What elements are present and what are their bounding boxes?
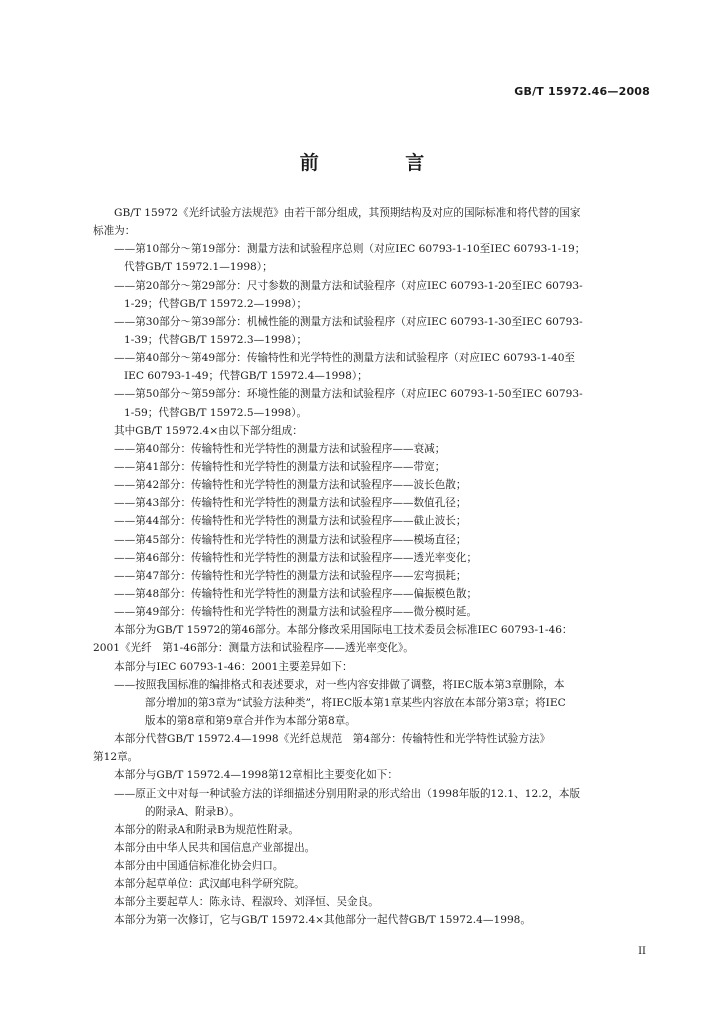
text-line: ——第40部分～第49部分：传输特性和光学特性的测量方法和试验程序（对应IEC 60793-1-40至: [114, 352, 576, 365]
text-line: 本部分代替GB/T 15972.4—1998《光纤总规范 第4部分：传输特性和光学特性试验方法》: [114, 733, 551, 746]
text-line: 本部分由中国通信标准化协会归口。: [114, 860, 284, 873]
text-line: 第12章。: [93, 751, 139, 764]
text-line: ——第42部分：传输特性和光学特性的测量方法和试验程序——波长色散；: [114, 479, 467, 492]
text-line: 的附录A、附录B）。: [145, 805, 240, 818]
text-line: 1-39；代替GB/T 15972.3—1998）；: [124, 333, 308, 346]
text-line: GB/T 15972《光纤试验方法规范》由若干部分组成，其预期结构及对应的国际标准和将代替的国家: [114, 207, 581, 219]
text-line: 代替GB/T 15972.1—1998）；: [124, 261, 273, 274]
text-line: ——按照我国标准的编排格式和表述要求，对一些内容安排做了调整，将IEC版本第3章删除，本: [114, 678, 565, 691]
text-line: 本部分为GB/T 15972的第46部分。本部分修改采用国际电工技术委员会标准IEC 60793-1-46：: [114, 624, 573, 637]
text-line: 本部分与IEC 60793-1-46：2001主要差异如下：: [114, 660, 353, 673]
page-number: II: [638, 946, 646, 957]
text-line: 本部分与GB/T 15972.4—1998第12章相比主要变化如下：: [114, 769, 398, 782]
text-line: 2001《光纤 第1-46部分：测量方法和试验程序——透光率变化》。: [93, 642, 414, 655]
text-line: 其中GB/T 15972.4×由以下部分组成：: [114, 424, 303, 437]
text-line: ——第30部分～第39部分：机械性能的测量方法和试验程序（对应IEC 60793-1-30至IEC 60793-: [114, 315, 583, 328]
text-line: 本部分由中华人民共和国信息产业部提出。: [114, 841, 316, 854]
text-line: ——第41部分：传输特性和光学特性的测量方法和试验程序——带宽；: [114, 460, 446, 473]
text-line: ——第45部分：传输特性和光学特性的测量方法和试验程序——模场直径；: [114, 533, 467, 546]
text-line: ——第43部分：传输特性和光学特性的测量方法和试验程序——数值孔径；: [114, 497, 467, 510]
text-line: ——第49部分：传输特性和光学特性的测量方法和试验程序——微分模时延。: [114, 606, 478, 619]
text-line: ——原正文中对每一种试验方法的详细描述分别用附录的形式给出（1998年版的12.1、12.2，本版: [114, 787, 581, 800]
text-line: 1-29；代替GB/T 15972.2—1998）；: [124, 297, 308, 310]
text-line: 标准为：: [93, 225, 136, 238]
text-line: ——第48部分：传输特性和光学特性的测量方法和试验程序——偏振模色散；: [114, 587, 478, 600]
text-line: 本部分主要起草人：陈永诗、程淑玲、刘泽恒、吴金良。: [114, 896, 379, 909]
text-line: 版本的第8章和第9章合并作为本部分第8章。: [145, 714, 356, 727]
text-line: 本部分起草单位：武汉邮电科学研究院。: [114, 878, 305, 891]
text-line: 本部分为第一次修订，它与GB/T 15972.4×其他部分一起代替GB/T 15972.4—1998。: [114, 914, 532, 927]
text-line: ——第44部分：传输特性和光学特性的测量方法和试验程序——截止波长；: [114, 515, 467, 528]
text-line: IEC 60793-1-49；代替GB/T 15972.4—1998）；: [124, 370, 368, 383]
text-line: 1-59；代替GB/T 15972.5—1998）。: [124, 406, 308, 419]
text-line: ——第10部分～第19部分：测量方法和试验程序总则（对应IEC 60793-1-10至IEC 60793-1-19；: [114, 243, 586, 256]
text-line: ——第50部分～第59部分：环境性能的测量方法和试验程序（对应IEC 60793-1-50至IEC 60793-: [114, 388, 583, 401]
text-line: ——第46部分：传输特性和光学特性的测量方法和试验程序——透光率变化；: [114, 551, 478, 564]
text-line: ——第47部分：传输特性和光学特性的测量方法和试验程序——宏弯损耗；: [114, 569, 467, 582]
standard-code: GB/T 15972.46—2008: [514, 85, 650, 98]
foreword-body: [93, 204, 653, 930]
text-line: ——第20部分～第29部分：尺寸参数的测量方法和试验程序（对应IEC 60793-1-20至IEC 60793-: [114, 279, 583, 292]
text-line: ——第40部分：传输特性和光学特性的测量方法和试验程序——衰减；: [114, 442, 446, 455]
text-line: 部分增加的第3章为“试验方法种类”，将IEC版本第1章某些内容放在本部分第3章；将IEC: [145, 696, 566, 709]
text-line: 本部分的附录A和附录B为规范性附录。: [114, 823, 299, 836]
page-title: 前 言: [299, 152, 465, 174]
